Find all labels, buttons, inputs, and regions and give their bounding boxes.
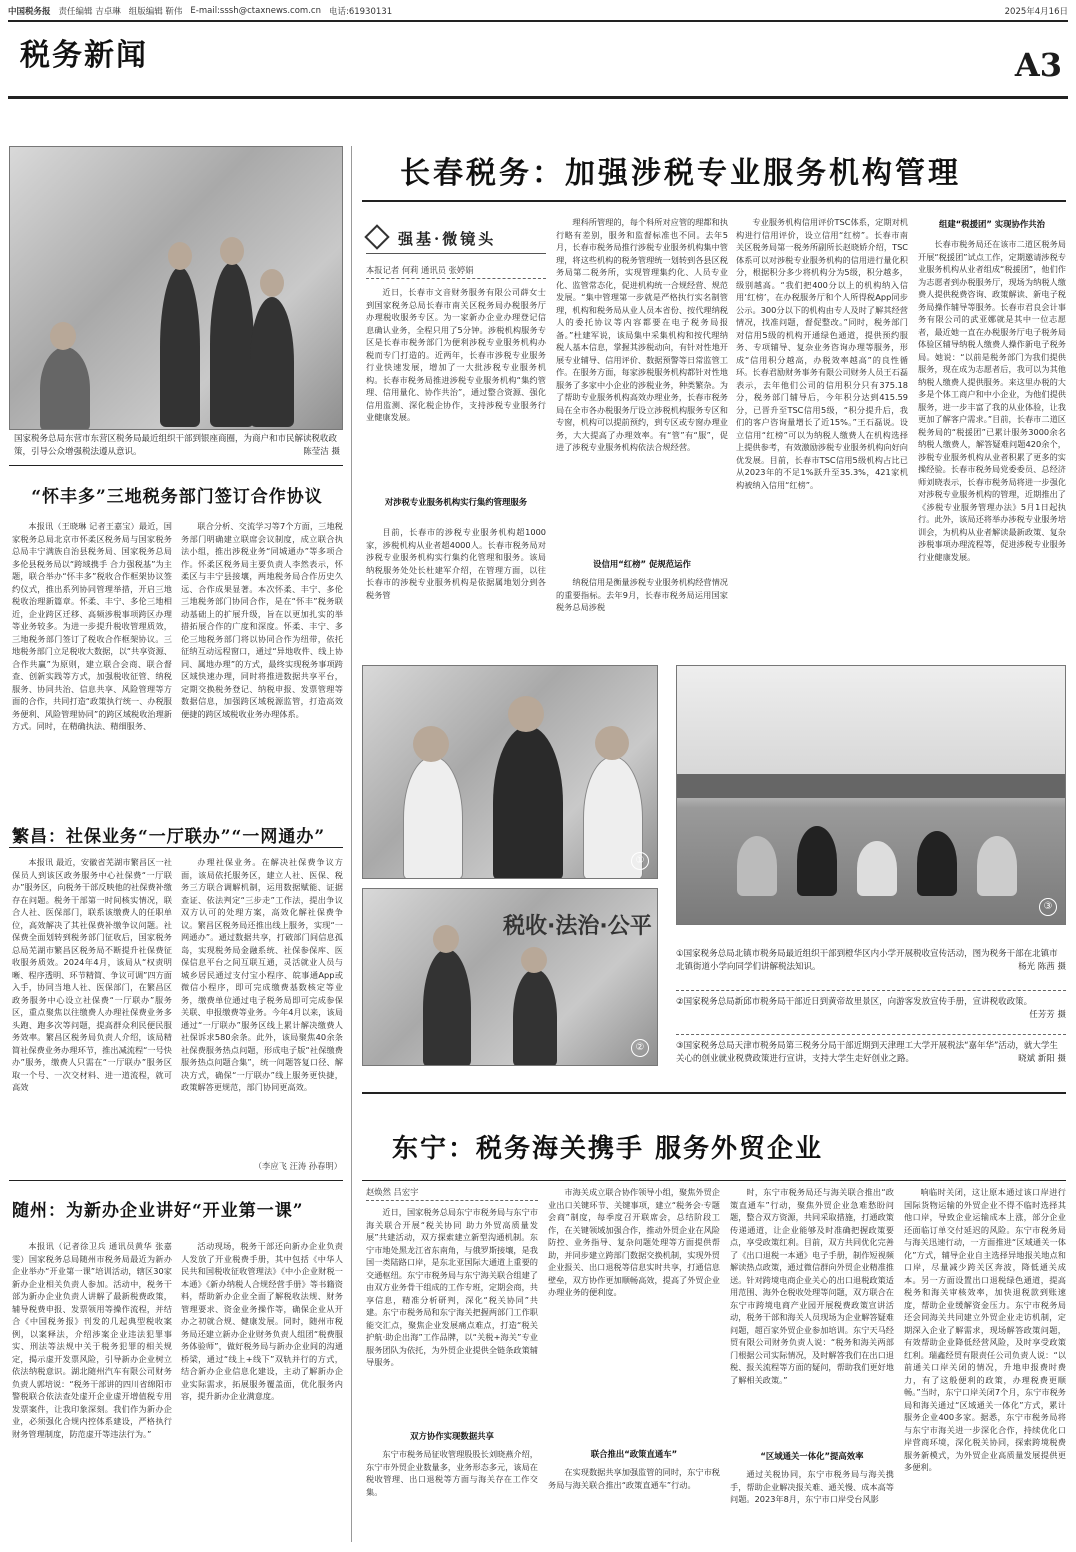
bottom-title: 东宁：税务海关携手 服务外贸企业 (392, 1134, 824, 1164)
byline-rule (366, 1200, 538, 1201)
bottom-col2: 市海关成立联合协作领导小组，聚焦外贸企业出口关键环节、关键事项，建立“税务会·专题会商”制度，每季度召开联席会，总结阶段工作，在关键领域加强合作，推动外贸企业在风险防控、业务指导、复杂问题处理等方面提供帮助，并同步建立跨部门数据交换机制，实现外贸企业报关、出口退税等信息实时共享，打通信息壁垒，双方协作更加顺畅高效，提高了外贸企业办理业务的便利度。 (548, 1187, 720, 1297)
main-col3: 专业服务机构信用评价TSC体系，定期对机构进行信用评价，设立信用“红榜”。长春市南关区税务局第一税务所副所长赵晓娇介绍，TSC体系可以对涉税专业服务机构的信用进行量化积分，根据积分多少将机构分为5级，积分越多，级别越高。“我们把400分以上的机构纳入信用‘红榜’，在办税服务厅和个人所得税App同步公示。300分以下的机构由专人及时了解其经营情况，找准问题，督促整改。”同时，税务部门对信用5级的机构开通绿色通道，提供预约服务、专项辅导、复杂业务咨询办理等服务，形成“信用积分越高，办税效率越高”的良性循环。长春君励财务事务有限公司财务人员王石磊表示，去年他们公司的信用积分只有375.18分，税务部门辅导后，今年积分达到415.59分，已晋升至TSC信用5级，“积分提升后，我们的客户咨询量增长了近15%。”王石磊说。设立信用“红榜”可以为纳税人缴费人在机构选择上提供参考，有效激励涉税专业服务机构向好向优发展。目前，长春市TSC信用5级机构占比已从2023年的不足1%跃升至35.3%，421家机构被纳入信用“红榜”。 (736, 217, 908, 490)
issue-date: 2025年4月16日 (1004, 7, 1068, 17)
photo-caption-2 (676, 996, 1066, 1022)
article2-col2: 办理社保业务。在解决社保费争议方面，该局依托服务区，建立人社、医保、税务三方联合调解机制，运用数据赋能、证据查证、依法判定“三步走”工作法，提出争议双方认可的处理方案，高效化解社保费争议。繁昌区税务局还推出线上服务，实现“一网通办”。通过数据共享，打破部门间信息孤岛，实现税务局金融系统、社保参保库、医保信息平台之间互联互通，灵活就业人员与城乡居民通过支付宝小程序、皖事通App或微信小程序，即可完成缴费基数核定等业务，缴费单位通过电子税务局即可完成参保关联、申报缴费等业务。今年4月以来，该局通过“一厅联办”服务区线上累计解决缴费人社保诉求580余条。此外，该局聚焦40余条社保费服务热点问题，形成电子版“社保缴费服务热点问题合集”，统一问题答复口径、解决方式，确保“一厅联办”线上服务更快捷，政策解答更规范，部门协同更高效。 (181, 857, 343, 1092)
masthead-bar (8, 4, 1068, 18)
bottom-title-rule (362, 1180, 1066, 1181)
main-col1b: 目前，长春市的涉税专业服务机构超1000家，涉税机构从业者超4000人。长春市税务局对涉税专业服务机构实行集约化管理和服务。该局纳税服务处处长杜建军介绍，在管理方面，以往长春市的涉税专业服务机构是依据属地划分到各税务管 (366, 527, 546, 600)
photo-credit-2: 任芳芳 摄 (1029, 1010, 1066, 1020)
section-title: 税务新闻 (20, 38, 148, 73)
main-title: 长春税务：加强涉税专业服务机构管理 (400, 156, 961, 191)
bottom-col4: 响临时关闭，这让原本通过该口岸进行国际货物运输的外贸企业不得不临时选择其他口岸，导致企业运输成本上涨，部分企业还面临订单交付延迟的风险。东宁市税务局与海关迅速行动，一方面推进“区域通关一体化”方式，辅导企业自主选择异地报关地点和口岸，尽量减少跨关区奔波，降低通关成本。另一方面设置出口退税绿色通道，提高税务和海关审核效率，加快退税款到账速度，帮助企业缓解资金压力。东宁市税务局还会同海关共同建立外贸企业走访机制，定期深入企业了解需求，现场解答政策问题，有效帮助企业降低经营风险，及时享受政策红利。瑞鑫经贸有限责任公司负责人说：“以前通关口岸关闭的情况，升地申报费时费力，有了这般便利的政策，办理税费更顺畅。”当时，东宁口岸关闭7个月，东宁市税务局和海关通过“区域通关一体化”方式，累计服务企业400多家。据悉，东宁市税务局将与东宁市海关进一步深化合作，持续优化口岸营商环境，深化税关协同，探索跨境税费服务新模式，为外贸企业高质量发展提供更多便利。 (904, 1187, 1066, 1472)
photo-caption-1 (676, 948, 1066, 974)
photo-caption-3 (676, 1040, 1066, 1066)
photo-caption-3-text: ③国家税务总局天津市税务局第三税务分局干部近期到天津理工大学开展税法“嘉年华”活动，就大学生关心的创业就业税费政策进行宣讲，支持大学生走好创业之路。 (676, 1041, 1058, 1064)
bottom-col1b: 东宁市税务局征收管理股股长刘晓燕介绍，东宁市外贸企业数量多，业务形态多元，该局在税收管理、出口退税等方面与海关存在工作交集。 (366, 1449, 538, 1497)
main-col2: 理科所管理的，每个科所对应管的理都和执行略有差别，服务和监督标准也不同。去年5月，长春市税务局推行涉税专业服务机构集中管理，将这些机构的税务管理统一划转到各县区税务局第二税务所，实现管理集约化、人员专业化、监管常态化，促进机构统一合规经营、规范发展。“集中管理第一步就是严格执行实名制管理，机构和税务局从业人员本省份、按代理纳税人的委托协议等内容都要在电子税务局报备。”杜建军说，该局集中采集机构和按代理纳税人基本信息，掌握其涉税动向，有针对性地开展专业辅导、信用评价、数据预警等日常监管工作。在服务方面，每家涉税服务机构都针对性地服务了多家中小企业的涉税业务，种类繁杂。为了帮助专业服务机构高效办理业务，长春市税务局在全市各办税服务厅设立涉税机构服务专区和专窗，机构可以提前预约，到专区或专窗办理业务，大大提高了办理效率。有“管”有“服”，促进了涉税专业服务机构依法合规经营。 (556, 217, 728, 452)
photo1-caption-text: 国家税务总局东营市东营区税务局最近组织干部到银座商圈，为商户和市民解读税收政策，引导公众增强税法遵从意识。 (14, 434, 338, 457)
bottom-col3b: 通过关税协同，东宁市税务局与海关携手，帮助企业解决报关难、通关慢、成本高等问题。2023年8月，东宁市口岸受台风影 (730, 1469, 894, 1504)
divider (9, 465, 343, 466)
article2-title: 繁昌：社保业务“一厅联办”“一网通办” (12, 827, 326, 847)
divider (9, 1180, 343, 1181)
kicker-diamond-icon (364, 224, 389, 249)
header-rule (8, 20, 1068, 22)
bottom-byline: 赵焕然 吕宏宇 (366, 1187, 419, 1197)
banner-sign: 税收·法治·公平 (503, 914, 652, 939)
article1-title: “怀丰多”三地税务部门签订合作协议 (31, 487, 323, 507)
school-photo (362, 665, 658, 879)
phone-number: 电话:61930131 (328, 7, 393, 17)
campus-photo (676, 665, 1066, 925)
main-sub3: 组建“税援团” 实现协作共治 (938, 219, 1046, 229)
article1-col1: 本报讯（王晓琳 记者王嘉宝）最近，国家税务总局北京市怀柔区税务局与国家税务总局丰宁满族自治县税务局、国家税务总局多伦县税务局以“跨域携手 合力强税基”为主题，联合举办“怀丰多”税收合作框架协议签约仪式，推出系列协同管理举措，开启三地税收治理新篇章。怀柔、丰宁、多伦三地相近，企业跨区迁移、高频涉税事项跨区办理等业务较多。为进一步提升税收管理质效，三地税务部门签订了税收合作框架协议。三地税务部门立足税收大数据，以“共享资源、合作共赢”为原则，建立联合会商、联合督查、创新实践等方式，加强税收征管、纳税服务、协同共治、信息共享、风险管理等方面的合作，共同打造“政策执行统一、办税服务便利、风险管理协同”的跨区域税收治理新方式。同时，在精确执法、精细服务、 (12, 521, 172, 731)
byline-rule (366, 278, 546, 279)
divider (9, 847, 343, 848)
photo-caption-2-text: ②国家税务总局新邱市税务局干部近日到黄帝故里景区，向游客发放宣传手册，宣讲税收政策。 (676, 997, 1033, 1007)
editor-credit: 责任编辑 吉卓琳 (58, 7, 121, 17)
bottom-col1: 近日，国家税务总局东宁市税务局与东宁市海关联合开展“税关协同 助力外贸高质量发展”共建活动，双方探索建立新型沟通机制。东宁市地处黑龙江省东南角，与俄罗斯接壤，是我国一类陆路口岸，是东北亚国际大通道上重要的交通枢纽。东宁市税务局与东宁海关联合组建了由双方业务骨干组成的工作专班，定期会商，共享信息，精准分析研判，深化“税关协同”共建。东宁市税务局和东宁海关把握两部门工作职能交汇点，聚焦企业发展痛点难点，打造“税关护航·助企出海”工作品牌，以“关税+海关”专业服务团队为依托，为外贸企业提供全链条政策辅导服务。 (366, 1207, 538, 1367)
photo-marker-2: ② (631, 1039, 649, 1057)
photo-caption-1-text: ①国家税务总局北镇市税务局最近组织干部到橙华区内小学开展税收宣传活动，图为税务干部在北镇市北镇街道小学向同学们讲解税法知识。 (676, 949, 1058, 972)
bottom-col2b: 在实现数据共享加强监管的同时，东宁市税务局与海关联合推出“政策直通车”行动。 (548, 1467, 720, 1490)
caption-rule (676, 990, 1066, 991)
photo1-caption (14, 433, 340, 459)
page-number: A3 (1014, 46, 1062, 84)
bottom-sub2: 联合推出“政策直通车” (590, 1449, 678, 1459)
photo-marker-3: ③ (1039, 898, 1057, 916)
main-sub1: 对涉税专业服务机构实行集约管理服务 (384, 497, 528, 507)
caption-rule (676, 1034, 1066, 1035)
article1-col2: 联合分析、交流学习等7个方面，三地税务部门明确建立联席会议制度，成立联合执法小组，推出涉税业务“同城通办”等多项合作。怀柔区税务局主要负责人李然表示，怀柔区与丰宁县接壤，两地税务局合作历史久远、合作成果显著。本次怀柔、丰宁、多伦三地税务部门协同合作，是在“怀丰”税务联动基础上的扩展升级，旨在以更加扎实的举措拓展合作的广度和深度。怀柔、丰宁、多伦三地税务部门将以协同合作为纽带，依托征纳互动远程窗口，通过“异地收件、线上协同、属地办理”的方式，最终实现税务事项跨区域快速办理，同时将推进数据共享平台，定期交换税务登记、纳税申报、发票管理等数据信息，加强跨区域税源监管，打造高效便捷的跨区域税收业务办理体系。 (181, 521, 343, 719)
photo-credit-1: 杨光 陈茜 摄 (1018, 962, 1066, 972)
main-col4: 长春市税务局还在该市二道区税务局开展“税援团”试点工作，定期邀请涉税专业服务机构从业者组成“税援团”，他们作为志愿者到办税服务厅，现场为纳税人缴费人提供税费咨询、政策解读、新电子税务局操作辅导等服务。长春市君良会计事务有限公司的武亚娜就是其中一位志愿者，最近她一直在办税服务厅电子税务局体验区辅导纳税人缴费人操作新电子税务局。她说：“以前是税务部门为我们提供服务，现在成为志愿者后，我可以为其他纳税人缴费人提供服务。来这里办税的大多是个体工商户和中小企业，为他们提供服务，进一步丰富了我的从业体验，让我更加了解客户需求。”目前，长春市二道区税务局的“税援团”已累计服务3000余名纳税人缴费人，解答疑难问题420余个，涉税专业服务机构从业者积累了更多的实操经验。长春市税务局党委委员、总经济师刘晓表示，长春市税务局将进一步强化对涉税专业服务机构的管理，近期推出了《涉税专业服务管理办法》5月1日起执行。此外，该局还将举办涉税专业服务培训会，为机构从业者解读最新政策、复杂涉税事项办理流程等，促进涉税专业服务行业健康发展。 (918, 239, 1066, 562)
main-col1: 近日，长春市文音财务服务有限公司薛女士到国家税务总局长春市南关区税务局办税服务厅办理税收服务专区。为一家新办企业办理登记信息确认业务，全程只用了5分钟。涉税机构服务专区是长春市税务部门为便利涉税专业服务机构办税而专门打造的。近两年，长春市涉税专业服务行业快速发展，增加了一大批涉税专业服务机构。长春市税务局推进涉税专业服务机构“集约管理、信用量化、协作共治”，通过整合资源、强化信用监测、深化税企协作，支持涉税专业服务行业健康发展。 (366, 287, 546, 422)
market-photo (9, 146, 343, 430)
section-rule (8, 96, 1068, 99)
bottom-sub1: 双方协作实现数据共享 (410, 1431, 494, 1441)
kicker-box (366, 228, 546, 254)
bottom-sub3: “区域通关一体化”提高效率 (760, 1451, 864, 1461)
article3-title: 随州：为新办企业讲好“开业第一课” (12, 1201, 304, 1221)
photo-marker-1: ① (631, 852, 649, 870)
kicker-label: 强基·微镜头 (398, 230, 497, 248)
photo1-credit: 陈莹洁 摄 (303, 447, 340, 457)
photo-credit-3: 晓斌 新阳 摄 (1018, 1054, 1066, 1064)
main-sub2: 设信用“红榜” 促规范运作 (593, 559, 691, 569)
paper-name: 中国税务报 (8, 7, 51, 17)
article2-col1: 本报讯 最近，安徽省芜湖市繁昌区一社保员人到该区政务服务中心社保费“一厅联办”服务区，向税务干部反映他的社保费补缴存在问题。税务干部第一时间核实情况，联合人社、医保部门，联系该缴费人的任职单位，高效解决了其社保费补缴争议问题。社保费全面划转到税务部门征收后，国家税务总局芜湖市繁昌区税务局不断提升社保费征收服务质效。2024年4月，该局从“权责明晰、程序透明、环节精简、争议可调”四方面入手，协同当地人社、医保部门，在繁昌区政务服务中心设立社保费“一厅联办”服务区，重点聚焦以往缴费人办理社保费业务多头跑、跑多次等问题，提高群众利民便民服务效率。繁昌区税务局负责人介绍，该局精简社保费业务办理环节，推出减流程“一号快办”服务，缴费人只需在“一厅联办”服务区取一个号、一次交材料、进一道流程，就可高效 (12, 857, 172, 1092)
scenic-photo (362, 888, 658, 1066)
bottom-rule (362, 1092, 1066, 1094)
column-divider (351, 146, 352, 1542)
layout-credit: 组版编辑 靳伟 (128, 7, 183, 17)
article3-col2: 活动现场，税务干部还向新办企业负责人发放了开业税费手册，其中包括《中华人民共和国税收征收管理法》《中小企业财税一本通》《新办纳税人合规经营手册》等书籍资料，帮助新办企业全面了解税收法规、财务管理要求、资金业务操作等，确保企业从开办之初就合规、健康发展。同时，随州市税务局还建立新办企业财务负责人组团“税费服务体验师”，做好税务局与新办企业间的沟通桥梁，通过“线上+线下”双轨并行的方式，结合新办企业信息化建设，主动了解新办企业实际需求，拓展服务覆盖面，优化服务内容，提升新办企业满意度。 (181, 1241, 343, 1401)
main-col2b: 纳税信用是衡量涉税专业服务机构经营情况的重要指标。去年9月，长春市税务局运用国家税务总局涉税 (556, 577, 728, 612)
title-rule (362, 200, 1066, 202)
email-link[interactable]: E-mail:sssh@ctaxnews.com.cn (190, 6, 321, 16)
main-byline: 本报记者 何莉 通讯员 张婷娟 (366, 265, 474, 275)
article3-col1: 本报讯（记者徐卫兵 通讯员黄华 张嘉雯）国家税务总局随州市税务局最近为新办企业举办“开业第一课”培训活动，辖区30家新办企业相关负责人参加。活动中，税务干部为新办企业负责人讲解了最新税费政策，辅导税费申报、发票领用等操作流程，并结合《中国税务报》刊发的几起典型税收案例，以案释法，介绍涉案企业违法犯罪事实、刑法等法规中关于税务犯罪的相关规定，揭示虚开发票风险，引导新办企业树立依法纳税意识。湖北随州汽车有限公司财务负责人郭培说：“税务干部讲的四川省绵阳市警税联合依法查处虚开企业虚开增值税专用发票案件，让我印象深刻。我们作为新办企业，必须强化合规内控体系建设，严格执行财务管理制度，防范虚开等违法行为。” (12, 1241, 172, 1439)
article2-byline: （李应飞 汪涛 孙春明） (253, 1161, 342, 1171)
bottom-col3: 时，东宁市税务局还与海关联合推出“政策直通车”行动，聚焦外贸企业急难愁盼问题，整合双方资源，共同采取措施，打通政策传递通道，让企业能够及时准确把握政策要点，享受政策红利。目前，双方共同优化完善了《出口退税一本通》电子手册，制作短视频解读热点政策，通过微信群向外贸企业精准推送。针对跨境电商企业关心的出口退税政策适用范围、海外仓税收处理等问题，双方联合在东宁市跨境电商产业园开展税费政策宣讲活动，税务干部和海关人员现场为企业解答疑难问题，超百家外贸企业参加培训。东宁天马经贸有限公司财务负责人说：“税务和海关两部门根据公司实际情况，及时解答我们在出口退税、报关流程等方面的疑问，帮助我们更好地了解相关政策。” (730, 1187, 894, 1385)
